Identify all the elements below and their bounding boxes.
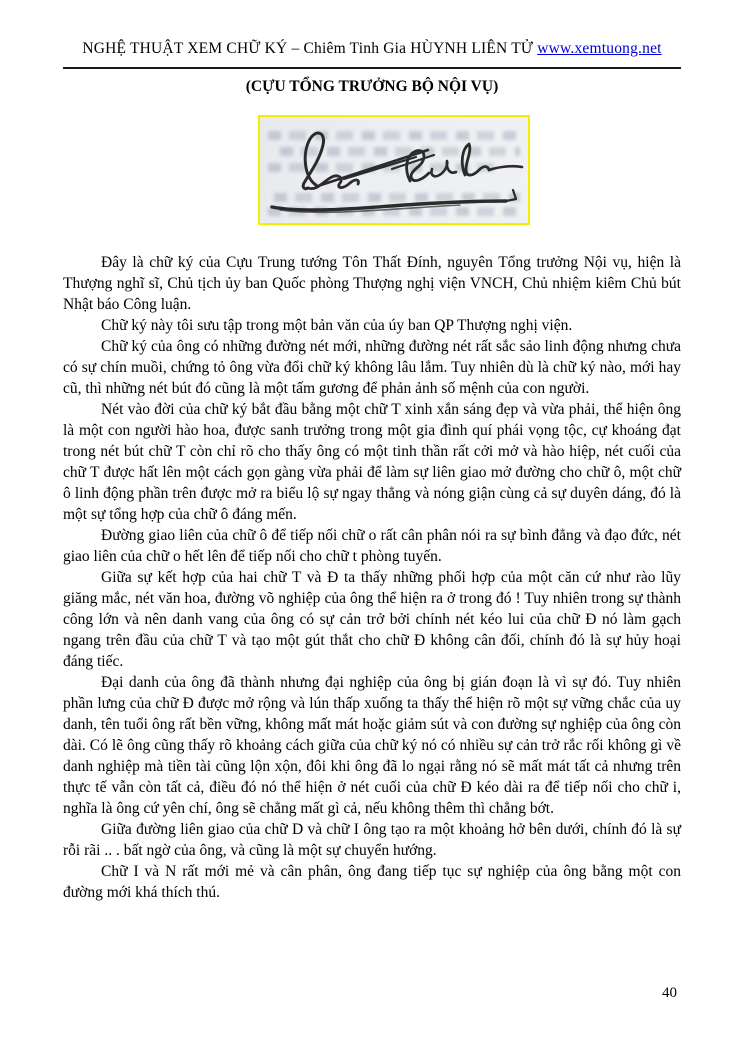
signature-ink bbox=[260, 117, 528, 223]
paragraph: Nét vào đời của chữ ký bắt đầu bằng một chữ T xinh xắn sáng đẹp và vừa phải, thể hiện ông là một con người hào hoa, được sanh trưởng trong một gia đình quí phái vọng tộc, cự khoáng đạt trong nét bút chữ T còn chỉ rõ cho thấy ông có một tinh thần rất cởi mở và hào hiệp, nét cuối của chữ T được hất lên một cách gọn gàng vừa phải để làm sự liên giao mở đường cho chữ ô, một chữ ô linh động phần trên được mở ra biểu lộ sự ngay thẳng và nóng giận cùng cả sự duyên dáng, đó là một sự tổng hợp của chữ ô đáng mến. bbox=[63, 401, 681, 523]
website-link[interactable]: www.xemtuong.net bbox=[537, 40, 662, 57]
paragraph: Giữa đường liên giao của chữ D và chữ I ông tạo ra một khoảng hở bên dưới, chính đó là sự rỗi rãi .. . bất ngờ của ông, và cũng là một sự chuyển hướng. bbox=[63, 821, 681, 859]
header-divider bbox=[63, 67, 681, 69]
signature-image bbox=[258, 115, 530, 225]
paragraph: Đại danh của ông đã thành nhưng đại nghiệp của ông bị gián đoạn là vì sự đó. Tuy nhiên phần lưng của chữ Đ được mở rộng và lún thấp xuống ta thấy thể hiện rõ một sự vững chắc của uy danh, tên tuổi ông rất bền vững, không mất mát hoặc giảm sút và con đường sự nghiệp của ông còn dài. Có lẽ ông cũng thấy rõ khoảng cách giữa của chữ ký nó có nhiều sự cản trở rắc rối không gì về danh nghiệp mà tiền tài cũng lộn xộn, đôi khi ông đã lo ngại rằng nó sẽ mất mát tất cả nhưng trên thực tế vẫn còn tất cả, điều đó nó thể hiện ở nét cuối của chữ Đ kéo dài ra để tiếp nối cho chữ i, nghĩa là ông cứ yên chí, ông sẽ chẳng mất gì cả, nếu không thêm thì chẳng bớt. bbox=[63, 674, 681, 817]
article-body bbox=[63, 252, 681, 903]
page-header bbox=[0, 0, 744, 58]
paragraph: Giữa sự kết hợp của hai chữ T và Đ ta thấy những phối hợp của một căn cứ như rào lũy giăng mắc, nét văn hoa, đường võ nghiệp của ông thể hiện ra ở trong đó ! Tuy nhiên trong sự thành công lớn và nên danh vang của ông có sự cản trở bởi chính nét kéo lui của chữ Đ nó làm gạch ngang trên đầu của chữ T và tạo một gút thắt cho chữ Đ không cân đối, chính đó là sự hủy hoại đáng tiếc. bbox=[63, 569, 681, 670]
paragraph: Đây là chữ ký của Cựu Trung tướng Tôn Thất Đính, nguyên Tổng trưởng Nội vụ, hiện là Thượng nghĩ sĩ, Chủ tịch ủy ban Quốc phòng Thượng nghị viện VNCH, Chủ nhiệm kiêm Chủ bút Nhật báo Công luận. bbox=[63, 254, 681, 313]
header-title: NGHỆ THUẬT XEM CHỮ KÝ – Chiêm Tinh Gia HÙYNH LIÊN TỬ bbox=[82, 40, 534, 57]
paragraph: Đường giao liên của chữ ô để tiếp nối chữ o rất cân phân nói ra sự bình đẳng và đạo đức, nét giao liên của chữ o hết lên để tiếp nối cho chữ t phòng tuyến. bbox=[63, 527, 681, 565]
paragraph: Chữ ký của ông có những đường nét mới, những đường nét rất sắc sảo linh động nhưng chưa có sự chín muồi, chứng tỏ ông vừa đổi chữ ký không lâu lắm. Tuy nhiên dù là chữ ký nào, mới hay cũ, thì những nét bút đó cũng là một tấm gương để phản ảnh số mệnh của con người. bbox=[63, 338, 681, 397]
page-number: 40 bbox=[662, 985, 677, 1001]
paragraph: Chữ I và N rất mới mẻ và cân phân, ông đang tiếp tục sự nghiệp của ông bằng một con đường mới khá thích thú. bbox=[63, 863, 681, 901]
paragraph: Chữ ký này tôi sưu tập trong một bản văn của úy ban QP Thượng nghị viện. bbox=[101, 317, 573, 334]
page-title: (CỰU TỔNG TRƯỞNG BỘ NỘI VỤ) bbox=[245, 78, 499, 95]
